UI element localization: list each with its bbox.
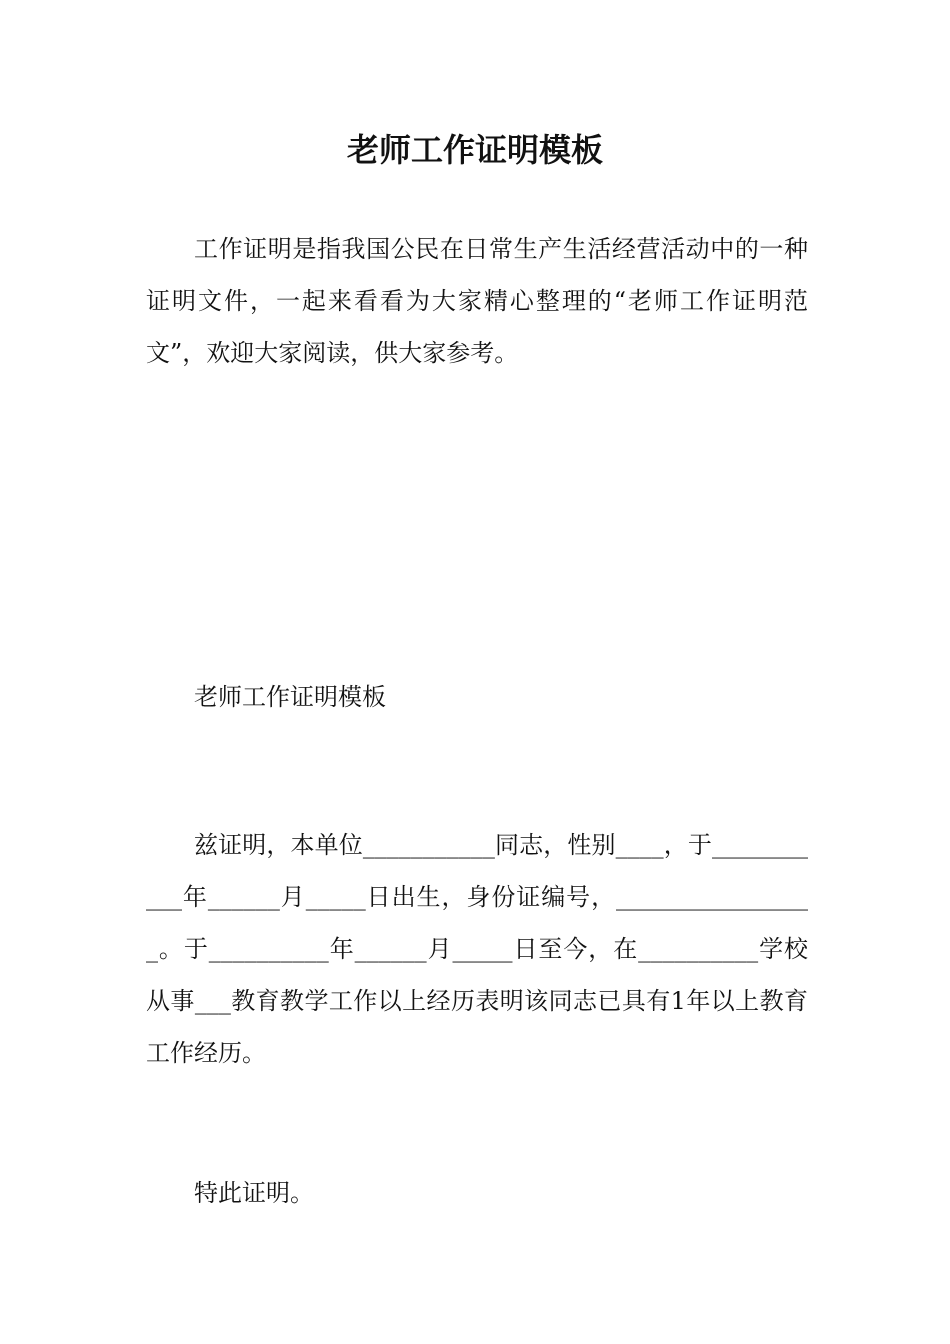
certificate-body-paragraph: 兹证明，本单位___________同志，性别____，于___________年______月_____日出生，身份证编号，_________________。于__________年______月_____日至今，在__________学校从事___教育教学工作以上经历表明该同志已具有1年以上教育工作经历。 (146, 831, 808, 1067)
intro-paragraph: 工作证明是指我国公民在日常生产生活经营活动中的一种证明文件，一起来看看为大家精心整理的“老师工作证明范文”，欢迎大家阅读，供大家参考。 (146, 235, 808, 367)
document-title: 老师工作证明模板 (346, 131, 603, 169)
closing-paragraph: 特此证明。 (194, 1179, 314, 1207)
section-heading: 老师工作证明模板 (194, 683, 386, 711)
